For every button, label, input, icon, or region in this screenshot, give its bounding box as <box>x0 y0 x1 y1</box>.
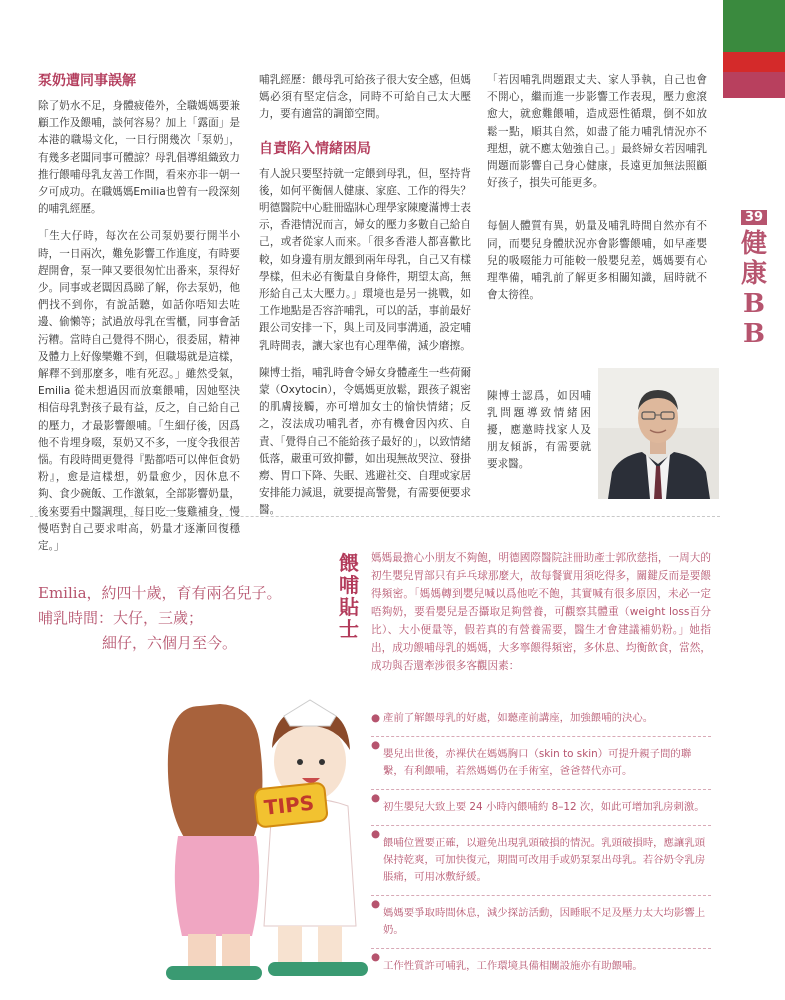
emilia-line-3: 細仔，六個月至今。 <box>102 634 238 652</box>
side-color-tabs <box>723 0 785 98</box>
section-divider <box>30 516 720 517</box>
column-1 <box>38 72 240 565</box>
col3-paragraph-2: 每個人體質有異，奶量及哺乳時間自然亦有不同，而嬰兒身體狀況亦會影響餵哺，如早產嬰兒的吸啜能力可能較一般嬰兒差，媽媽要有心理準備，哺乳前了解更多相關知識，屆時就不會太徬徨。 <box>487 220 707 302</box>
emilia-line-1: Emilia，約四十歲，育有兩名兒子。 <box>38 584 282 602</box>
col1-paragraph-2: 「生大仔時，每次在公司泵奶要行開半小時，一日兩次，難免影響工作進度，有時要趕開會，泵一陣又要很匆忙出番來，泵得好少。同事或老闆因爲睇了解，你去泵奶，他們找不到你，有說話聽，如話你唔知去咗邊、偷懶等；試過放母乳在雪櫃，同事會話污糟。當時自己覺得不開心，很委屈，精神及體力上好像樂難不到，但職場就是這樣，解釋不到那麼多，唯有死忍。」雖然受氣，Emilia 從未想過因而放棄餵哺，因她堅決相信母乳對孩子最有益，反之，自己給自己的壓力，才最影響餵哺。「生細仔後，因爲他不肯埋身啜，泵奶又不多，一度令我很苦惱。有段時間更覺得『點都唔可以俾佢食奶粉』，愈是這樣想，奶量愈少，因休息不夠、食少碗飯、工作激氣，全部影響奶量，後來要看中醫調理，每日吃一隻雞補身，慢慢唔對自己要求咁高，奶量才逐漸回復穩定。」 <box>38 230 240 553</box>
emilia-line-2: 哺乳時間：大仔，三歲； <box>38 609 204 627</box>
section-char-3: B <box>743 289 765 319</box>
tips-label-char-3: 貼 <box>339 595 359 619</box>
section-char-1: 健 <box>740 229 767 259</box>
list-item-text: 餵哺位置要正確，以避免出現乳頭破損的情況。乳頭破損時，應讓乳頭保持乾爽，可加快復元，期間可改用手或奶泵泵出母乳。若谷奶令乳房脹痛，可用冰敷紓緩。 <box>383 837 706 883</box>
col1-paragraph-1: 除了奶水不足，身體疲倦外，全職媽媽要兼顧工作及餵哺，談何容易？加上「露面」是本港的職場文化，一日行開幾次「泵奶」，有幾多老闆同事可體諒？母乳倡導組織致力推行餵哺母乳友善工作間，看來亦非一朝一夕可成功。在職媽媽Emilia也曾有一段深刻的哺乳經歷。 <box>38 100 240 216</box>
list-item <box>371 948 711 975</box>
tips-label-char-2: 哺 <box>339 573 359 597</box>
page-number: 39 <box>741 210 767 225</box>
section-char-2: 康 <box>740 259 767 289</box>
column-3 <box>487 72 707 314</box>
tips-list <box>371 710 711 975</box>
tab-red <box>723 52 785 72</box>
list-item <box>371 825 711 886</box>
tips-sign-text: TIPS <box>262 790 316 820</box>
tips-label-char-4: 士 <box>339 617 359 641</box>
nurse-mother-illustration <box>160 666 380 986</box>
bullet-icon: ● <box>371 828 381 840</box>
list-item-text: 媽媽要爭取時間休息，減少探訪活動，因睡眠不足及壓力太大均影響上奶。 <box>383 907 706 936</box>
tips-label <box>337 552 361 640</box>
bullet-icon: ● <box>371 739 381 751</box>
photo-caption: 陳博士認爲，如因哺乳問題導致情緒困擾，應邀時找家人及朋友傾訴，有需要就要求醫。 <box>487 390 591 470</box>
list-item-text: 工作性質許可哺乳，工作環境具備相關設施亦有助餵哺。 <box>383 960 643 972</box>
col2-paragraph-1: 哺乳經歷：餵母乳可給孩子很大安全感，但媽媽必須有堅定信念，同時不可給自己太大壓力，要有適當的調節空間。 <box>259 74 471 121</box>
tab-magenta <box>723 72 785 98</box>
heading-self-blame: 自責陷入情緒困局 <box>259 140 371 157</box>
tips-intro <box>371 549 711 683</box>
bullet-icon: ● <box>371 951 381 963</box>
tips-label-char-1: 餵 <box>339 551 359 575</box>
list-item-text: 產前了解餵母乳的好處，如聽產前講座，加強餵哺的決心。 <box>383 712 654 724</box>
tips-intro-text: 媽媽最擔心小朋友不夠飽，明德國際醫院註冊助產士郭欣慈指，一周大的初生嬰兒胃部只有乒乓球那麼大，故每餐實用須吃得多，關鍵反而是要餵得頻密。「媽媽轉到嬰兒喊以爲他吃不飽，其實喊有很多原因，未必一定唔夠奶，要看嬰兒是否攝取足夠營養，可觀察其體重（weight loss百分比）、大小便量等，假若真的有營養需要，醫生才會建議補奶粉。」她指出，成功餵哺母乳的媽媽，大多寧餵得頻密，多休息、均衡飲食，當然，成功與否還牽涉很多客觀因素： <box>371 552 711 672</box>
list-item-text: 嬰兒出世後，赤裸伏在媽媽胸口（skin to skin）可提升親子間的聯繫，有利餵哺，若然媽媽仍在手術室，爸爸替代亦可。 <box>383 748 692 777</box>
tab-green <box>723 0 785 52</box>
section-char-4: B <box>743 319 765 349</box>
list-item <box>371 710 711 727</box>
bullet-icon: ● <box>371 792 381 804</box>
doctor-photo <box>598 368 719 499</box>
col2-paragraph-3: 陳博士指，哺乳時會令婦女身體產生一些荷爾蒙（Oxytocin），令媽媽更放鬆，跟孩子親密的肌膚接觸，亦可增加女士的愉快情緒；反之，沒法成功哺乳者，亦有機會因內疚、自責、「覺得自己不能給孩子最好的」，以致情緒低落，嚴重可致抑鬱，如出現無故哭泣、發掛癆、胃口下降、失眠、逃避社交、自理或家居安排能力減退，就要提高警覺，有需要便要求醫。 <box>259 366 471 517</box>
list-item <box>371 736 711 780</box>
heading-pumping: 泵奶遭同事誤解 <box>38 73 136 89</box>
col3-paragraph-1: 「若因哺乳問題跟丈夫、家人爭執，自己也會不開心，繼而進一步影響工作表現，壓力愈滾愈大，就愈難餵哺，造成惡性循環，倒不如放鬆一點，順其自然，如盡了能力哺乳情況亦不理想，就不應太勉強自己。」最終婦女若因哺乳問題而影響自己身心健康，長遠更加無法照顧好孩子，損失可能更多。 <box>487 74 707 190</box>
list-item-text: 初生嬰兒大致上要 24 小時內餵哺約 8–12 次，如此可增加乳房刺激。 <box>383 801 705 813</box>
list-item <box>371 895 711 939</box>
col2-paragraph-2: 有人說只要堅持就一定餵到母乳，但，堅持背後，如何平衡個人健康、家庭、工作的得失？明德醫院中心駐冊臨牀心理學家陳慶滿博士表示，香港情況而言，婦女的壓力多數自己給自己，或者從家人而來。「很多香港人都喜歡比較，如身邊有朋友餵到兩年母乳，自己又有樣學樣，但未必有衡量自身條件，期望太高，無形給自己太大壓力。」環境也是另一挑戰，如工作地點是否容許哺乳，可以的話，事前最好跟公司安排一下，與上司及同事溝通，設定哺乳時間表，讓大家也有心理準備，減少磨擦。 <box>259 167 471 352</box>
bullet-icon: ● <box>371 898 381 910</box>
bullet-icon: ● <box>371 712 381 724</box>
column-2 <box>259 72 471 530</box>
section-title-vertical <box>723 210 785 349</box>
list-item <box>371 789 711 816</box>
